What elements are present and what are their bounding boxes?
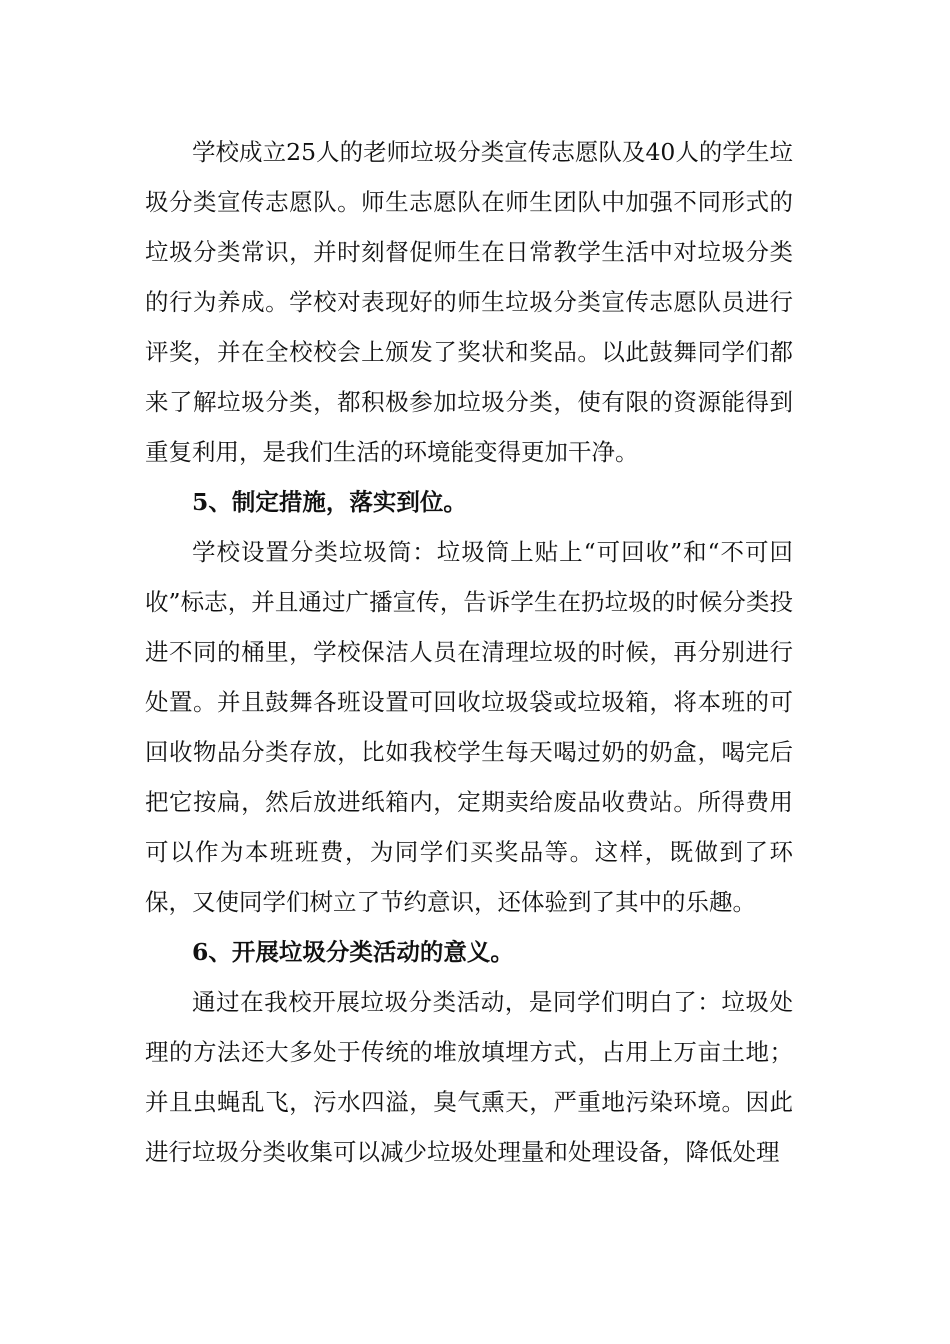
document-body (145, 127, 793, 1177)
section-heading-5: 5、制定措施，落实到位。 (192, 488, 467, 516)
paragraph-significance: 通过在我校开展垃圾分类活动，是同学们明白了：垃圾处理的方法还大多处于传统的堆放填埋方式，占用上万亩土地；并且虫蝇乱飞，污水四溢，臭气熏天，严重地污染环境。因此进行垃圾分类收集可以减少垃圾处理量和处理设备，降低处理 (145, 988, 793, 1166)
paragraph-sorting-bins: 学校设置分类垃圾筒：垃圾筒上贴上“可回收”和“不可回收”标志，并且通过广播宣传，告诉学生在扔垃圾的时候分类投进不同的桶里，学校保洁人员在清理垃圾的时候，再分别进行处置。并且鼓舞各班设置可回收垃圾袋或垃圾箱，将本班的可回收物品分类存放，比如我校学生每天喝过奶的奶盒，喝完后把它按扁，然后放进纸箱内，定期卖给废品收费站。所得费用可以作为本班班费，为同学们买奖品等。这样，既做到了环保，又使同学们树立了节约意识，还体验到了其中的乐趣。 (145, 538, 793, 916)
paragraph-volunteer-team: 学校成立25人的老师垃圾分类宣传志愿队及40人的学生垃圾分类宣传志愿队。师生志愿队在师生团队中加强不同形式的垃圾分类常识，并时刻督促师生在日常教学生活中对垃圾分类的行为养成。学校对表现好的师生垃圾分类宣传志愿队员进行评奖，并在全校校会上颁发了奖状和奖品。以此鼓舞同学们都来了解垃圾分类，都积极参加垃圾分类，使有限的资源能得到重复利用，是我们生活的环境能变得更加干净。 (145, 138, 793, 466)
section-heading-6: 6、开展垃圾分类活动的意义。 (192, 938, 514, 966)
